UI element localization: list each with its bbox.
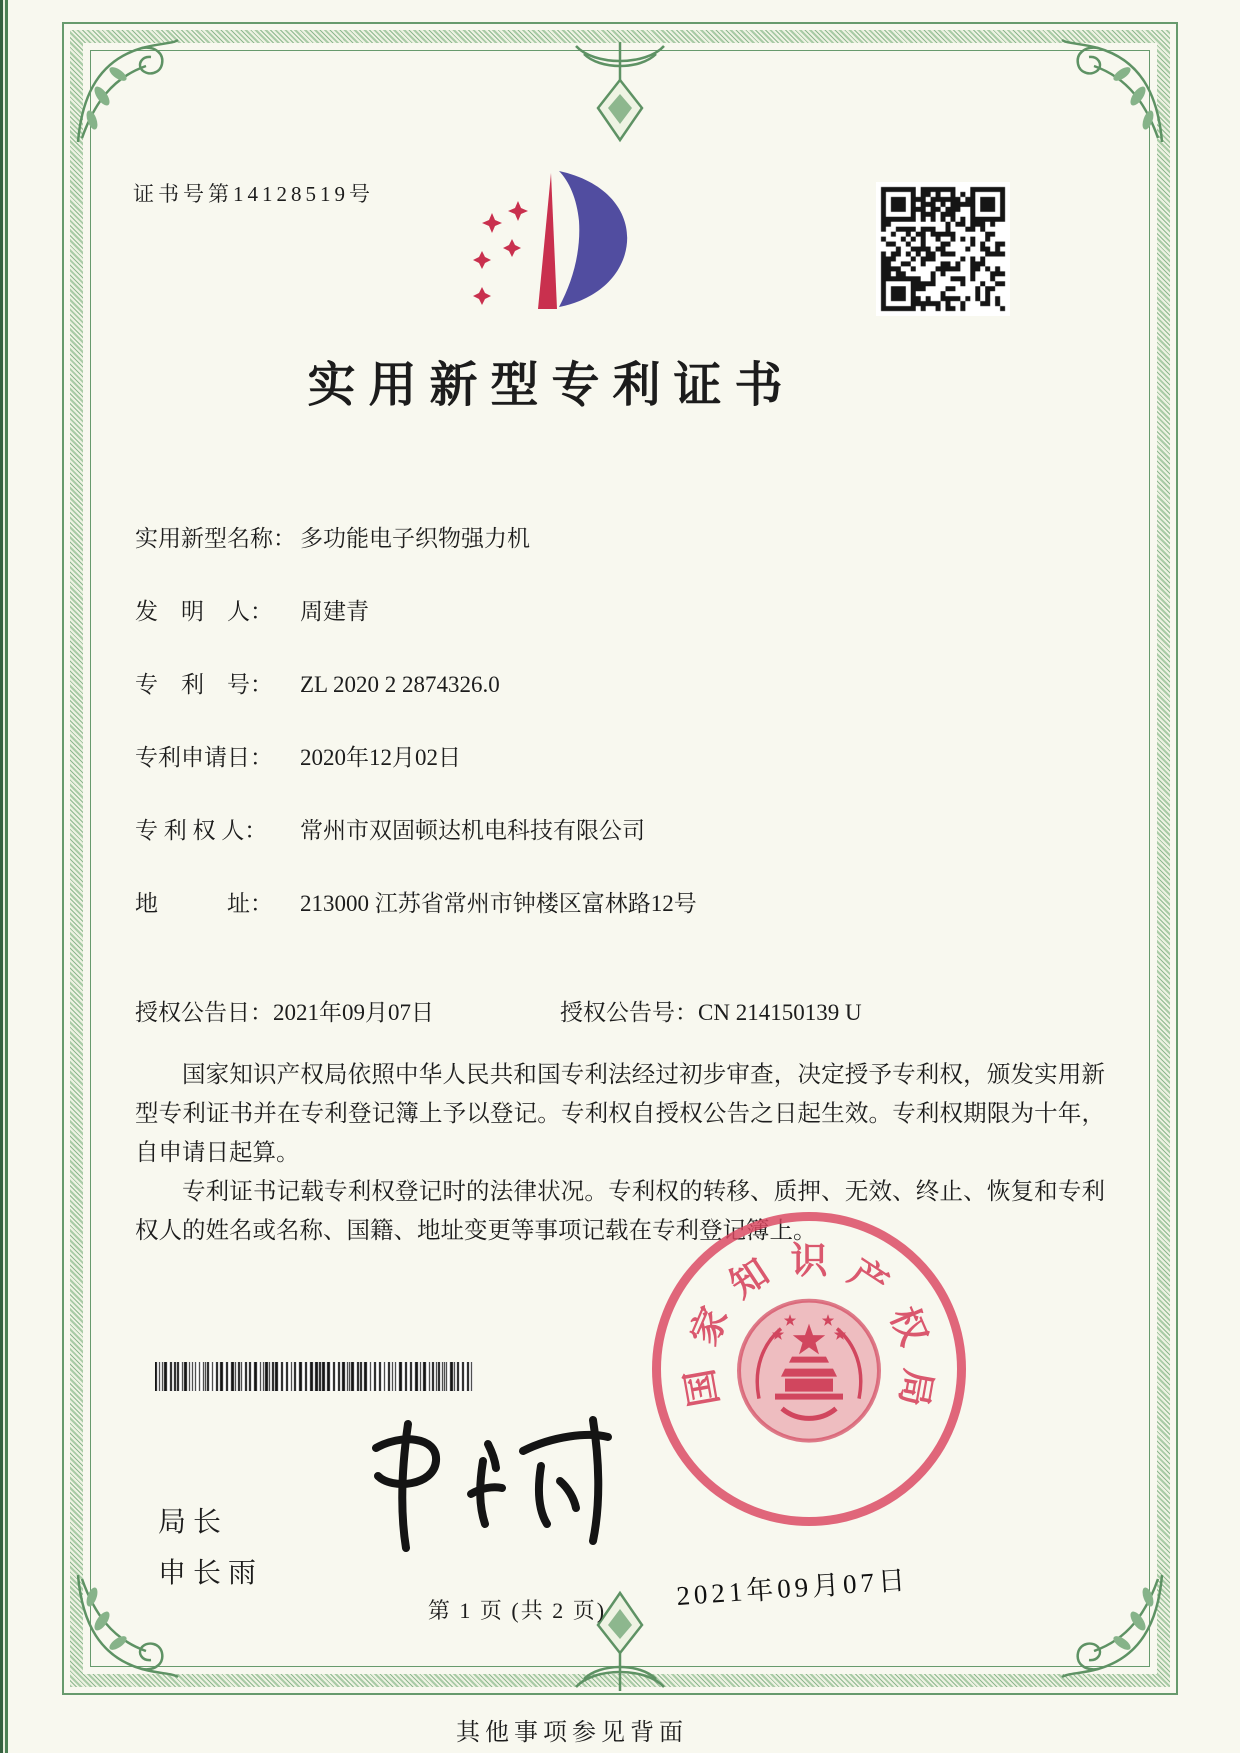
field-row-inventor [135,593,1105,666]
back-note: 其他事项参见背面 [456,1720,688,1746]
field-label: 专 利 号： [135,672,273,697]
field-label: 专利申请日： [135,745,273,770]
field-value: 2020年12月02日 [300,745,461,770]
grant-date-value: 2021年09月07日 [273,1000,434,1025]
field-label: 地 址： [135,891,273,916]
seal-char: 产 [841,1251,895,1307]
field-value: 213000 江苏省常州市钟楼区富林路12号 [300,891,697,916]
field-label: 专 利 权 人： [135,818,268,843]
seal-char: 国 [679,1365,727,1410]
barcode [155,1362,473,1391]
field-row-name [135,520,1105,593]
field-label: 发 明 人： [135,599,273,624]
field-row-filing-date [135,739,1105,812]
field-row-patent-no [135,666,1105,739]
field-list [135,520,1105,958]
cnipa-logo-icon [462,163,647,315]
certificate-title: 实用新型专利证书 [307,359,796,412]
seal-char: 家 [684,1301,737,1352]
top-center-ornament-icon [550,28,690,148]
certificate-number: 证书号第14128519号 [133,182,374,206]
seal-char: 识 [790,1241,828,1282]
grant-date-label: 授权公告日： [135,1000,273,1025]
seal-char: 知 [723,1251,777,1307]
grant-no-label: 授权公告号： [560,1000,698,1025]
corner-flourish-icon [72,34,182,144]
grant-no-group [560,994,862,1027]
commissioner-title: 局长 [158,1506,229,1537]
legal-paragraph-2: 专利证书记载专利权登记时的法律状况。专利权的转移、质押、无效、终止、恢复和专利权人的姓名或名称、国籍、地址变更等事项记载在专利登记簿上。 [135,1179,1105,1244]
commissioner-name: 申长雨 [158,1557,264,1588]
field-row-address [135,885,1105,958]
grant-row [135,994,1105,1027]
seal-char: 局 [891,1365,939,1410]
field-value: 多功能电子织物强力机 [300,526,530,551]
field-row-patentee [135,812,1105,885]
official-red-seal [652,1212,966,1526]
field-value: 常州市双固顿达机电科技有限公司 [300,818,645,843]
page-indicator: 第 1 页 (共 2 页) [427,1598,607,1623]
corner-flourish-icon [1058,34,1168,144]
corner-flourish-icon [1058,1573,1168,1683]
seal-date: 2021年09月07日 [675,1564,910,1612]
field-label: 实用新型名称： [135,526,296,551]
grant-no-value: CN 214150139 U [698,1000,862,1025]
field-value: 周建青 [300,599,369,624]
scan-edge-stripe [0,0,10,1753]
seal-char: 权 [881,1301,934,1352]
national-emblem-icon [729,1299,889,1459]
legal-text [135,1056,1105,1251]
field-value: ZL 2020 2 2874326.0 [300,672,500,697]
handwritten-signature-icon [288,1406,623,1581]
qr-code [876,182,1010,316]
legal-paragraph-1: 国家知识产权局依照中华人民共和国专利法经过初步审查，决定授予专利权，颁发实用新型专利证书并在专利登记簿上予以登记。专利权自授权公告之日起生效。专利权期限为十年，自申请日起算。 [135,1062,1105,1166]
